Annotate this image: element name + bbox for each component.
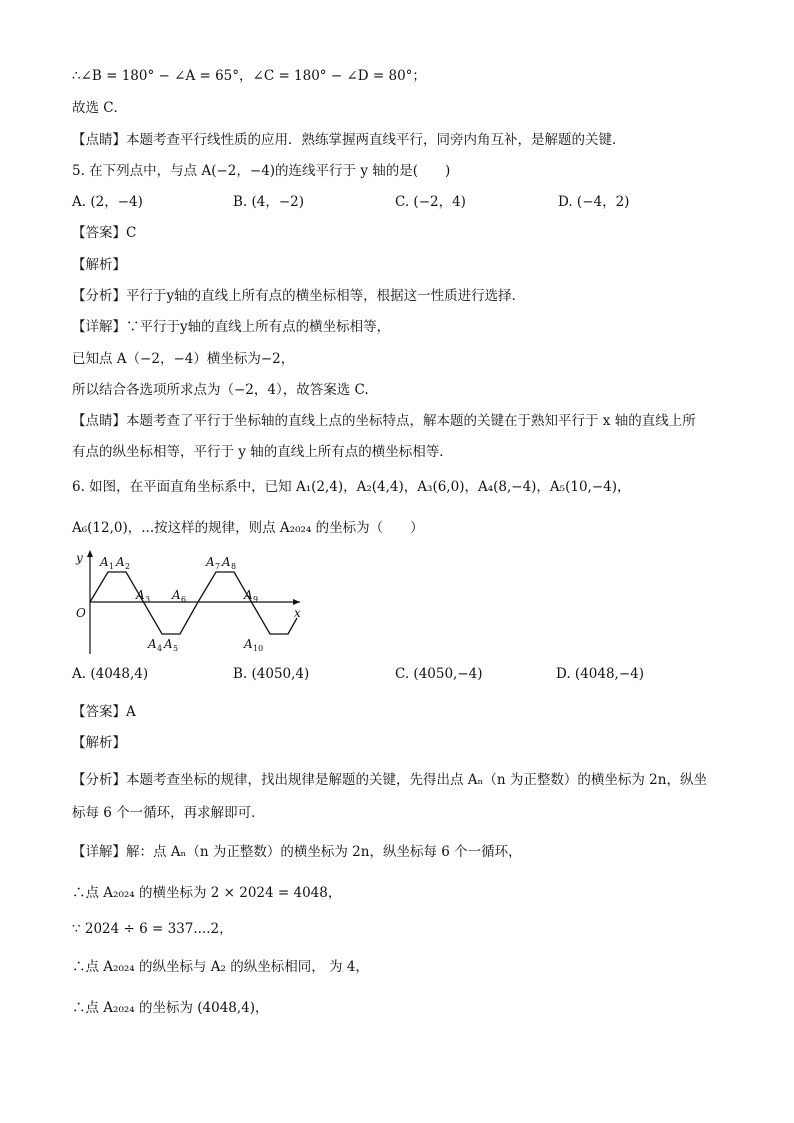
label-a4-sub: 4 bbox=[157, 644, 163, 653]
label-a5: A bbox=[164, 637, 173, 651]
q5-comment-2: 有点的纵坐标相等，平行于 y 轴的直线上所有点的横坐标相等． bbox=[72, 444, 453, 460]
label-a10-sub: 10 bbox=[253, 644, 264, 653]
y-axis-label: y bbox=[76, 551, 83, 565]
y-axis-arrow bbox=[87, 550, 93, 557]
q6-detail-4: ∴点 A₂₀₂₄ 的纵坐标与 A₂ 的纵坐标相同， 为 4， bbox=[72, 959, 369, 975]
q5-detail-2: 已知点 A（−2，−4）横坐标为−2， bbox=[72, 351, 295, 367]
label-a8: A bbox=[222, 555, 231, 569]
q6-detail-3: ∵ 2024 ÷ 6 = 337....2， bbox=[72, 921, 233, 937]
q6-answer: 【答案】A bbox=[72, 704, 136, 720]
q6-option-b: B. (4050,4) bbox=[233, 666, 310, 682]
q6-detail-5: ∴点 A₂₀₂₄ 的坐标为 (4048,4)， bbox=[72, 1000, 269, 1016]
label-a7-sub: 7 bbox=[215, 562, 221, 571]
question-6-stem: 6. 如图，在平面直角坐标系中，已知 A₁(2,4)，A₂(4,4)，A₃(6,0)，A₄(8,−4)，A₅(10,−4)， bbox=[72, 479, 631, 495]
q6-detail-2: ∴点 A₂₀₂₄ 的横坐标为 2 × 2024 = 4048， bbox=[72, 885, 342, 901]
q5-comment: 【点睛】本题考查了平行于坐标轴的直线上点的坐标特点，解本题的关键在于熟知平行于 x 轴的直线上所 bbox=[72, 413, 696, 429]
q5-option-c: C. (−2，4) bbox=[395, 194, 466, 210]
q5-answer: 【答案】C bbox=[72, 225, 137, 241]
label-a4: A bbox=[148, 637, 157, 651]
label-a6: A bbox=[172, 588, 181, 602]
label-a7: A bbox=[206, 555, 215, 569]
q5-option-a: A. (2，−4) bbox=[72, 194, 143, 210]
q6-option-c: C. (4050,−4) bbox=[395, 666, 483, 682]
q6-analysis-heading: 【解析】 bbox=[72, 735, 126, 751]
q5-analysis: 【分析】平行于y轴的直线上所有点的横坐标相等，根据这一性质进行选择． bbox=[72, 288, 526, 304]
q5-option-d: D. (−4，2) bbox=[558, 194, 630, 210]
label-a1: A bbox=[100, 555, 109, 569]
q6-option-a: A. (4048,4) bbox=[72, 666, 149, 682]
label-a9-sub: 9 bbox=[253, 595, 259, 604]
q5-detail: 【详解】∵平行于y轴的直线上所有点的横坐标相等， bbox=[72, 319, 391, 335]
q6-detail: 【详解】解：点 Aₙ（n 为正整数）的横坐标为 2n，纵坐标每 6 个一循环， bbox=[72, 844, 522, 860]
text-line-2: 故选 C． bbox=[72, 100, 128, 116]
q5-analysis-heading: 【解析】 bbox=[72, 257, 126, 273]
label-a10: A bbox=[244, 637, 253, 651]
label-a2-sub: 2 bbox=[125, 562, 131, 571]
label-a9: A bbox=[244, 588, 253, 602]
q5-detail-3: 所以结合各选项所求点为（−2，4），故答案选 C. bbox=[72, 382, 369, 398]
label-a1-sub: 1 bbox=[109, 562, 115, 571]
x-axis-label: x bbox=[294, 606, 301, 620]
q6-analysis: 【分析】本题考查坐标的规律，找出规律是解题的关键，先得出点 Aₙ（n 为正整数）的横坐标为 2n，纵坐 bbox=[72, 772, 707, 788]
zigzag-path bbox=[90, 572, 297, 634]
label-a3: A bbox=[136, 588, 145, 602]
label-a6-sub: 6 bbox=[181, 595, 187, 604]
label-a8-sub: 8 bbox=[231, 562, 237, 571]
coordinate-graph bbox=[72, 546, 312, 656]
text-line-1: ∴∠B = 180° − ∠A = 65°，∠C = 180° − ∠D = 80°； bbox=[72, 68, 426, 84]
question-5-stem: 5. 在下列点中，与点 A(−2，−4)的连线平行于 y 轴的是( ) bbox=[72, 163, 451, 179]
origin-label: O bbox=[76, 606, 86, 620]
x-axis-arrow bbox=[293, 599, 300, 605]
q5-option-b: B. (4，−2) bbox=[233, 194, 305, 210]
q6-analysis-2: 标每 6 个一循环，再求解即可． bbox=[72, 805, 265, 821]
q6-option-d: D. (4048,−4) bbox=[556, 666, 645, 682]
label-a3-sub: 3 bbox=[145, 595, 151, 604]
label-a2: A bbox=[116, 555, 125, 569]
text-line-3: 【点睛】本题考查平行线性质的应用．熟练掌握两直线平行，同旁内角互补，是解题的关键． bbox=[72, 132, 626, 148]
question-6-stem-2: A₆(12,0)，...按这样的规律，则点 A₂₀₂₄ 的坐标为（ ） bbox=[72, 520, 424, 536]
label-a5-sub: 5 bbox=[173, 644, 179, 653]
